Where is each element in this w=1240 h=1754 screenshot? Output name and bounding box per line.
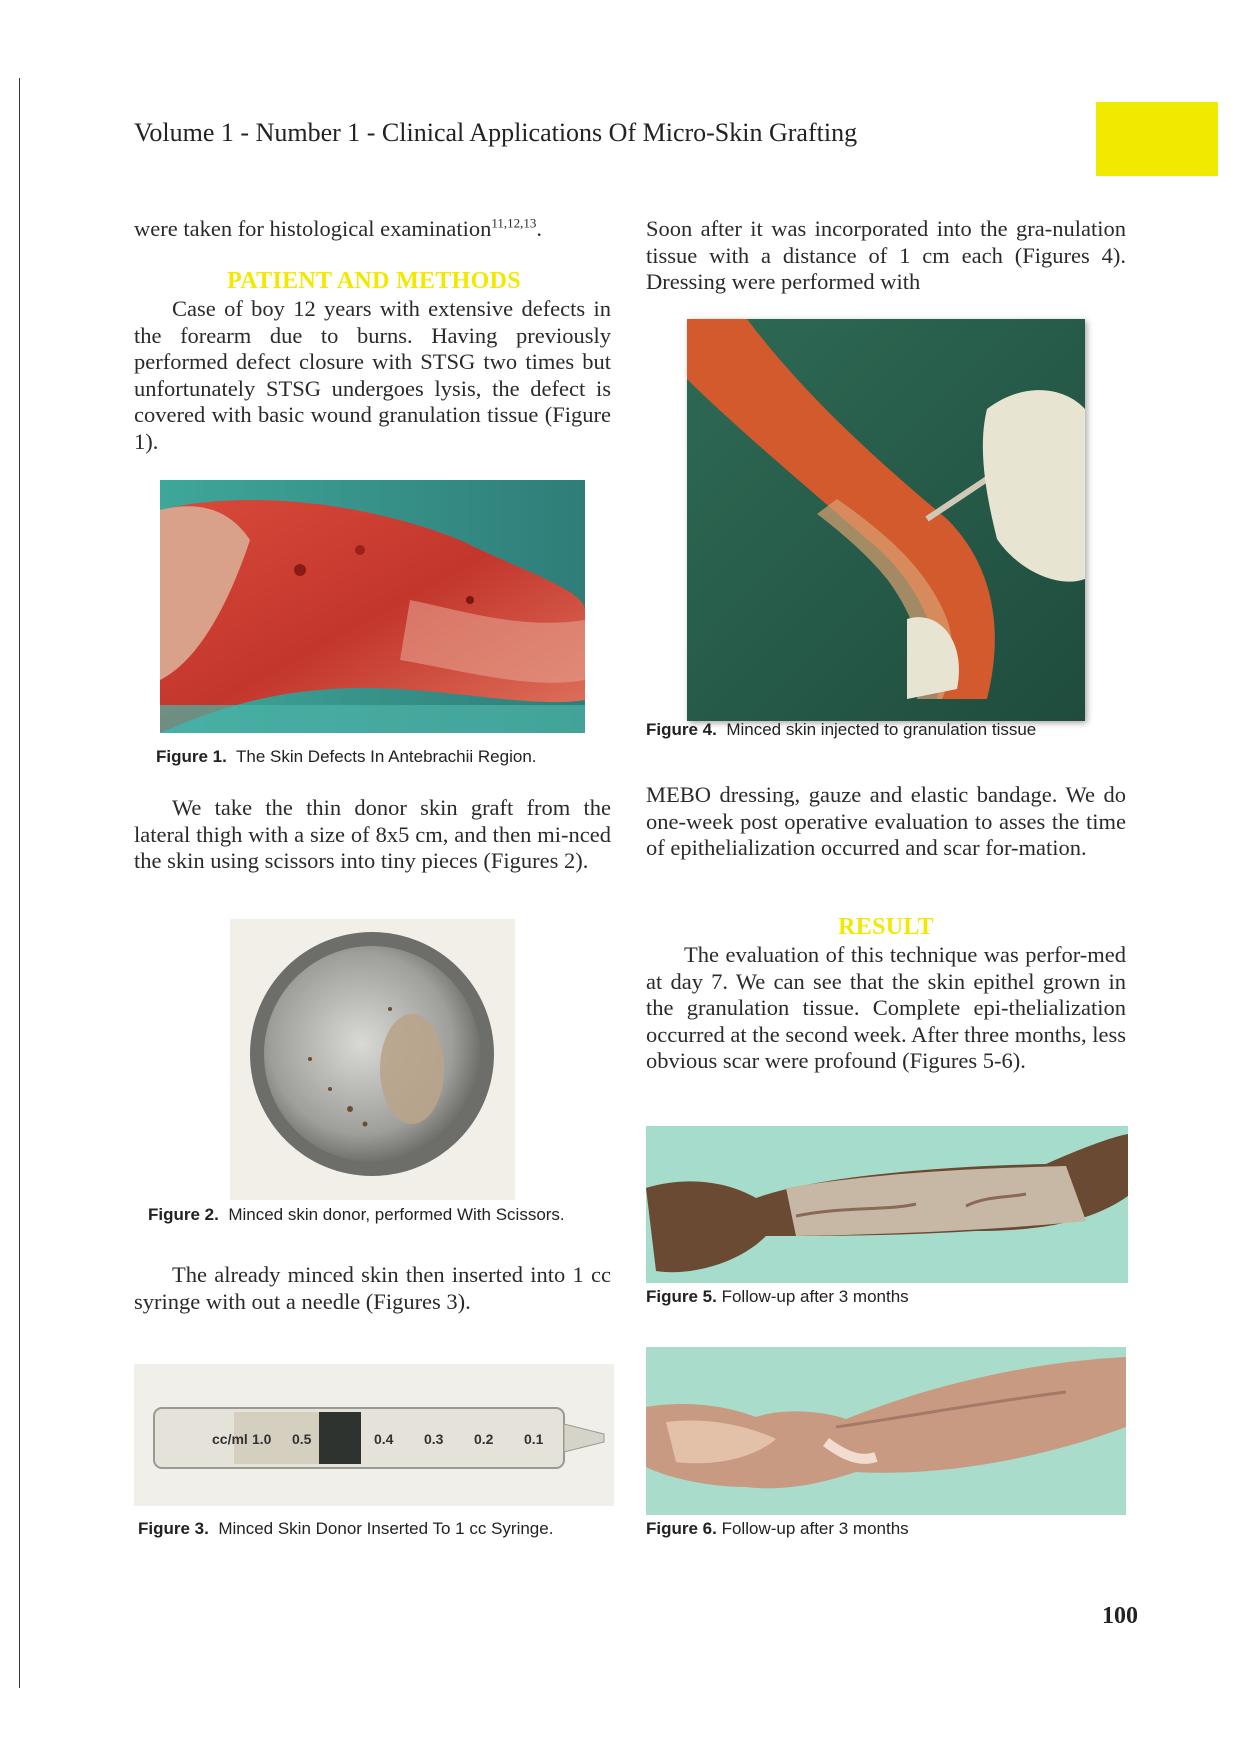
running-header: Volume 1 - Number 1 - Clinical Applications Of Micro-Skin Grafting — [134, 118, 858, 147]
figure-4-image — [687, 319, 1085, 721]
continuation-paragraph — [646, 216, 1126, 296]
result-paragraph — [646, 942, 1126, 1075]
figure-4-label: Figure 4. — [646, 720, 717, 739]
figure-4-caption — [646, 720, 1036, 740]
figure-3-caption — [138, 1519, 553, 1539]
syringe-mark-0-2: 0.2 — [474, 1431, 494, 1447]
mebo-text: MEBO dressing, gauze and elastic bandage. We do one-week post operative evaluation to asses the time of epithelialization occurred and scar for-mation. — [646, 782, 1126, 861]
figure-3-label: Figure 3. — [138, 1519, 209, 1538]
figure-6-caption — [646, 1519, 909, 1539]
result-text: The evaluation of this technique was perfor-med at day 7. We can see that the skin epithel grown in the granulation tissue. Complete epi-thelialization occurred at the second week. After three months, less obvious scar were profound (Figures 5-6). — [646, 942, 1126, 1074]
figure-5-caption — [646, 1287, 909, 1307]
figure-2-label: Figure 2. — [148, 1205, 219, 1224]
figure-1-text: The Skin Defects In Antebrachii Region. — [236, 747, 537, 766]
syringe-mark-0-3: 0.3 — [424, 1431, 444, 1447]
figure-1-caption — [156, 747, 537, 767]
figure-1-image — [160, 480, 585, 733]
figure-2-caption — [148, 1205, 565, 1225]
donor-paragraph — [134, 795, 611, 875]
donor-text: We take the thin donor skin graft from the lateral thigh with a size of 8x5 cm, and then mi-nced the skin using scissors into tiny pieces (Figures 2). — [134, 795, 611, 874]
continuation-text: Soon after it was incorporated into the gra-nulation tissue with a distance of 1 cm each (Figures 4). Dressing were performed with — [646, 216, 1126, 295]
syringe-unit-label: cc/ml — [212, 1431, 248, 1447]
page-number: 100 — [1102, 1603, 1138, 1629]
syringe-mark-0-1: 0.1 — [524, 1431, 544, 1447]
patient-paragraph — [134, 296, 611, 456]
figure-3-image — [134, 1364, 614, 1506]
patient-methods-heading: PATIENT AND METHODS — [227, 268, 521, 294]
syringe-mark-1-0: 1.0 — [252, 1431, 272, 1447]
intro-end: . — [536, 216, 543, 241]
intro-references: 11,12,13 — [491, 215, 537, 231]
intro-text: were taken for histological examination — [134, 216, 492, 241]
syringe-paragraph — [134, 1262, 611, 1315]
intro-line — [134, 216, 614, 243]
yellow-tab-block — [1096, 102, 1218, 176]
figure-3-text: Minced Skin Donor Inserted To 1 cc Syringe. — [218, 1519, 554, 1538]
patient-text: Case of boy 12 years with extensive defects in the forearm due to burns. Having previously performed defect closure with STSG two times but unfortunately STSG undergoes lysis, the defect is covered with basic wound granulation tissue (Figure 1). — [134, 296, 611, 454]
figure-6-label: Figure 6. — [646, 1519, 717, 1538]
left-margin-rule — [19, 78, 20, 1688]
syringe-mark-0-5: 0.5 — [292, 1431, 312, 1447]
figure-5-image — [646, 1126, 1128, 1283]
figure-2-text: Minced skin donor, performed With Scissors. — [228, 1205, 565, 1224]
syringe-mark-0-4: 0.4 — [374, 1431, 394, 1447]
figure-4-text: Minced skin injected to granulation tissue — [726, 720, 1037, 739]
figure-6-image — [646, 1347, 1126, 1515]
figure-5-label: Figure 5. — [646, 1287, 717, 1306]
result-heading: RESULT — [838, 914, 934, 940]
figure-5-text: Follow-up after 3 months — [721, 1287, 909, 1306]
mebo-paragraph — [646, 782, 1126, 862]
figure-2-image — [230, 919, 515, 1200]
figure-1-label: Figure 1. — [156, 747, 227, 766]
figure-6-text: Follow-up after 3 months — [721, 1519, 909, 1538]
syringe-text: The already minced skin then inserted into 1 cc syringe with out a needle (Figures 3). — [134, 1262, 611, 1314]
